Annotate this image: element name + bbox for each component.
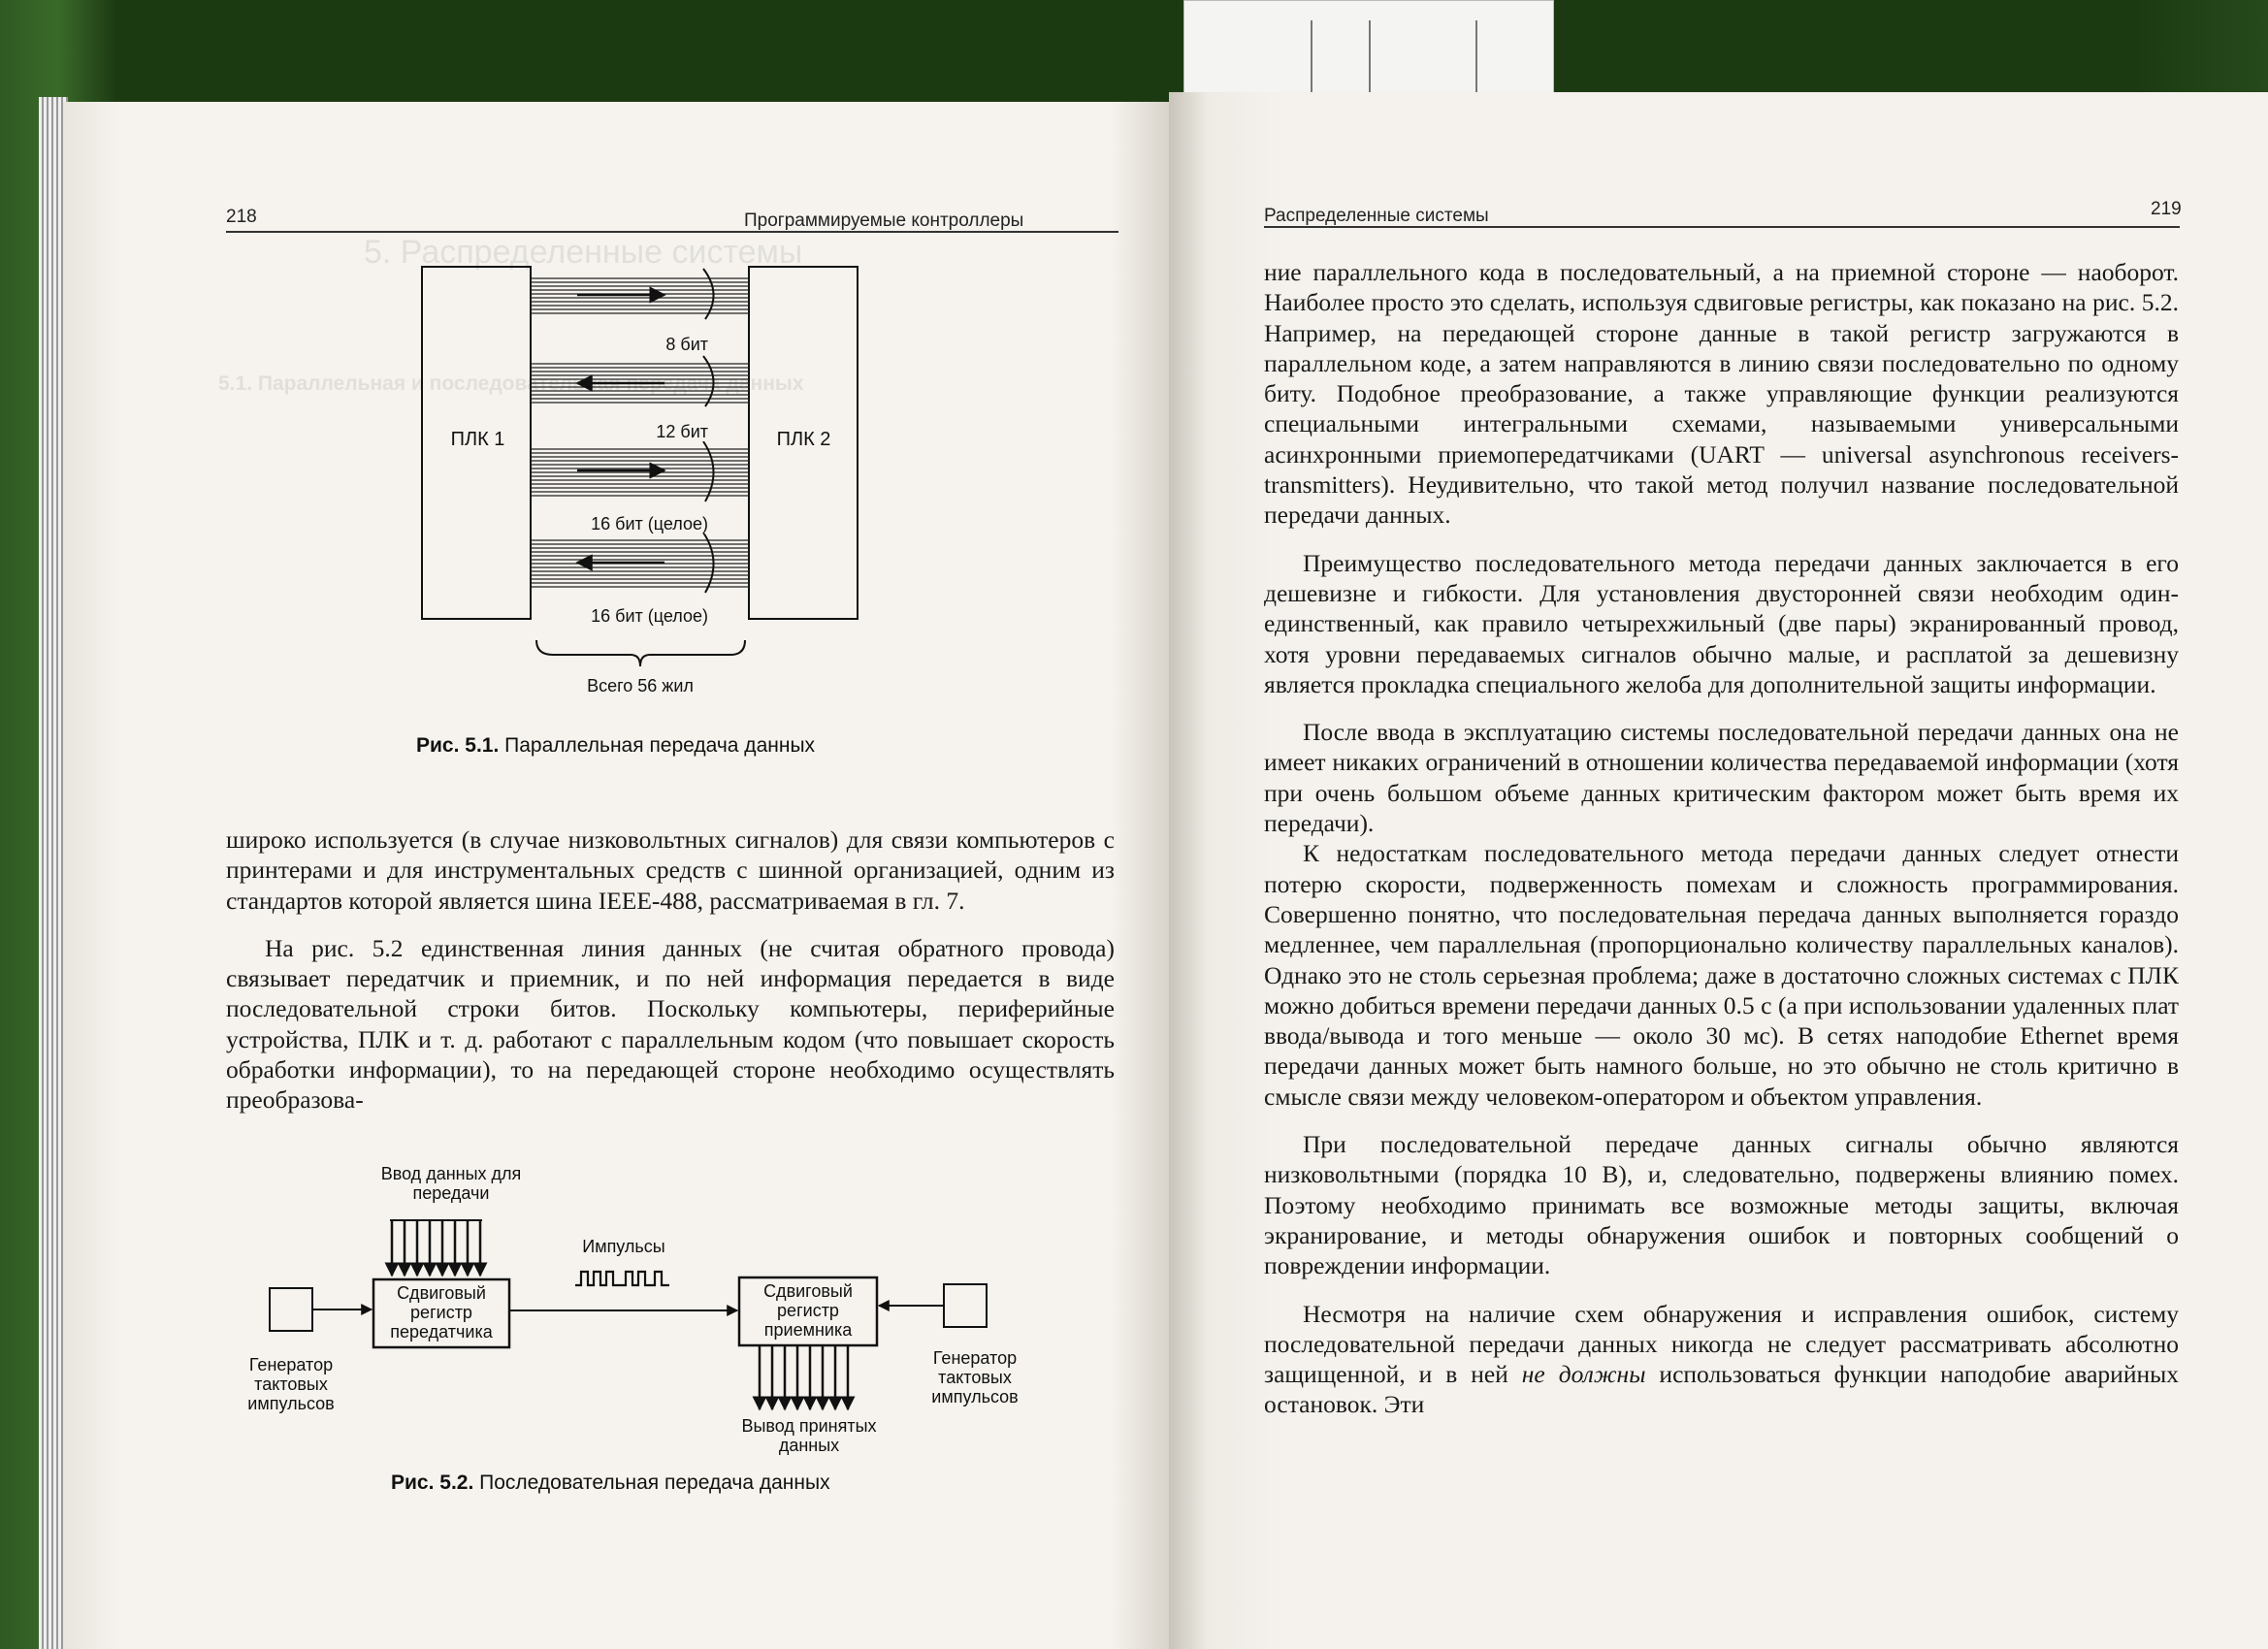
- bus-label-1: 8 бит: [621, 335, 708, 354]
- paragraph: ние параллельного кода в последовательный, а на приемной стороне — наоборот. Наиболее просто это сделать, используя сдвиговые регистры, как показано на рис. 5.2. Например, на передающей стороне данные в такой регистр загружаются в параллельном коде, а затем направляются в линию связи последовательно по одному биту. Подобное преобразование, а также управляющие функции реализуются специальными интегральными схемами, называемыми универсальными асинхронными приемопередатчиками (UART — universal asynchronous receivers-transmitters). Неудивительно, что такой метод получил название последовательной передачи данных.: [1264, 258, 2179, 530]
- figure1-caption-text: Параллельная передача данных: [504, 734, 816, 757]
- paragraph: На рис. 5.2 единственная линия данных (не считая обратного провода) связывает передатчик и приемник, и по ней информация передается в виде последовательной строки битов. Поскольку компьютеры, периферийные устройства, ПЛК и т. д. работают с параллельным кодом (что повышает скорость обработки информации), то на передающей стороне необходимо осуществлять преобразова-: [226, 933, 1115, 1115]
- bleed-through-heading: 5.1. Параллельная и последовательная передача данных: [218, 372, 804, 395]
- bus-label-2: 12 бит: [621, 422, 708, 441]
- paragraph: Преимущество последовательного метода передачи данных заключается в его дешевизне и гибкости. Для установления двусторонней связи необходим один-единственный, как правило четырехжильный (две пары) экранированный провод, хотя уровни передаваемых сигналов обычно малые, и расплатой за дешевизну является прокладка специального желоба для дополнительной защиты информации.: [1264, 548, 2179, 698]
- total-wires-label: Всего 56 жил: [587, 676, 694, 695]
- clock-right-box: [944, 1284, 987, 1327]
- paragraph: широко используется (в случае низковольтных сигналов) для связи компьютеров с принтерами и для инструментальных средств с шинной организацией, одним из стандартов которой является шина IEEE-488, рассматриваемая в гл. 7.: [226, 825, 1115, 915]
- paragraph: При последовательной передаче данных сигналы обычно являются низковольтными (порядка 10 В), и, следовательно, подвержены влиянию помех. Поэтому необходимо принимать все возможные методы защиты, включая экранирование, и методы обнаружения ошибок и повторных сообщений о повреждении информации.: [1264, 1130, 2179, 1280]
- bus-brace-4: [703, 533, 714, 593]
- emphasis: не должны: [1521, 1360, 1646, 1389]
- figure2-caption-text: Последовательная передача данных: [479, 1471, 830, 1494]
- bleed-through-title: 5. Распределенные системы: [364, 234, 803, 271]
- running-head: Программируемые контроллеры: [744, 210, 1024, 231]
- output-data-label: Вывод принятых данных: [741, 1416, 877, 1455]
- left-body-text: [226, 824, 1115, 1116]
- pulses-label: Импульсы: [582, 1237, 665, 1256]
- figure2-caption: [391, 1471, 830, 1495]
- paragraph: После ввода в эксплуатацию системы последовательной передачи данных она не имеет никаких ограничений в отношении количества передаваемой информации (хотя при очень большом объеме данных критическим фактором может быть время их передачи).: [1264, 718, 2179, 838]
- bus-brace-3: [703, 441, 714, 501]
- right-body-text: [1264, 257, 2179, 1420]
- paragraph-text: использоваться функции наподобие аварийных остановок. Эти: [1264, 1360, 2179, 1419]
- bus-group-3: [531, 449, 749, 496]
- output-arrows: [760, 1345, 848, 1409]
- page-number: 218: [226, 207, 257, 227]
- paragraph-text: Несмотря на наличие схем обнаружения и исправления ошибок, систему последовательной передачи данных никогда не следует рассматривать абсолютно защищенной, и в ней: [1264, 1299, 2179, 1389]
- input-data-label: Ввод данных для передачи: [380, 1164, 522, 1203]
- paragraph: К недостаткам последовательного метода передачи данных следует отнести потерю скорости, подверженность помехам и сложность программирования. Совершенно понятно, что последовательная передача данных выполняется гораздо медленнее, чем параллельная (пропорционально количеству параллельных каналов). Однако это не столь серьезная проблема; даже в достаточно сложных системах с ПЛК можно добиться времени передачи данных 0.5 с (а при использовании удаленных плат ввода/вывода и того меньше — около 30 мс). В сетях наподобие Ethernet время передачи данных может быть намного больше, но это обычно не столь критично в смысле связи между человеком-оператором и объектом управления.: [1264, 839, 2179, 1111]
- figure-serial-transfer: [63, 1149, 1169, 1479]
- plc1-label: ПЛК 1: [450, 429, 505, 450]
- figure2-caption-number: Рис. 5.2.: [391, 1471, 474, 1494]
- pulse-train: [575, 1272, 669, 1285]
- bus-label-4: 16 бит (целое): [538, 606, 708, 626]
- figure1-caption: [416, 734, 815, 758]
- bus-label-3: 16 бит (целое): [538, 514, 708, 534]
- clock-right-label: Генератор тактовых импульсов: [931, 1348, 1019, 1406]
- running-head: Распределенные системы: [1264, 206, 1489, 226]
- figure1-caption-number: Рис. 5.1.: [416, 734, 500, 757]
- plc2-label: ПЛК 2: [776, 429, 831, 450]
- page-number: 219: [2151, 199, 2182, 219]
- total-brace: [536, 640, 745, 666]
- clock-left-box: [270, 1288, 312, 1331]
- left-page: [63, 102, 1169, 1649]
- tx-register-label: Сдвиговый регистр передатчика: [390, 1283, 493, 1342]
- rx-register-label: Сдвиговый регистр приемника: [763, 1281, 853, 1340]
- right-page: [1169, 92, 2268, 1649]
- header-rule: [1264, 226, 2180, 228]
- input-arrows: [392, 1220, 480, 1276]
- paragraph: [1264, 1299, 2179, 1420]
- clock-left-label: Генератор тактовых импульсов: [247, 1355, 335, 1413]
